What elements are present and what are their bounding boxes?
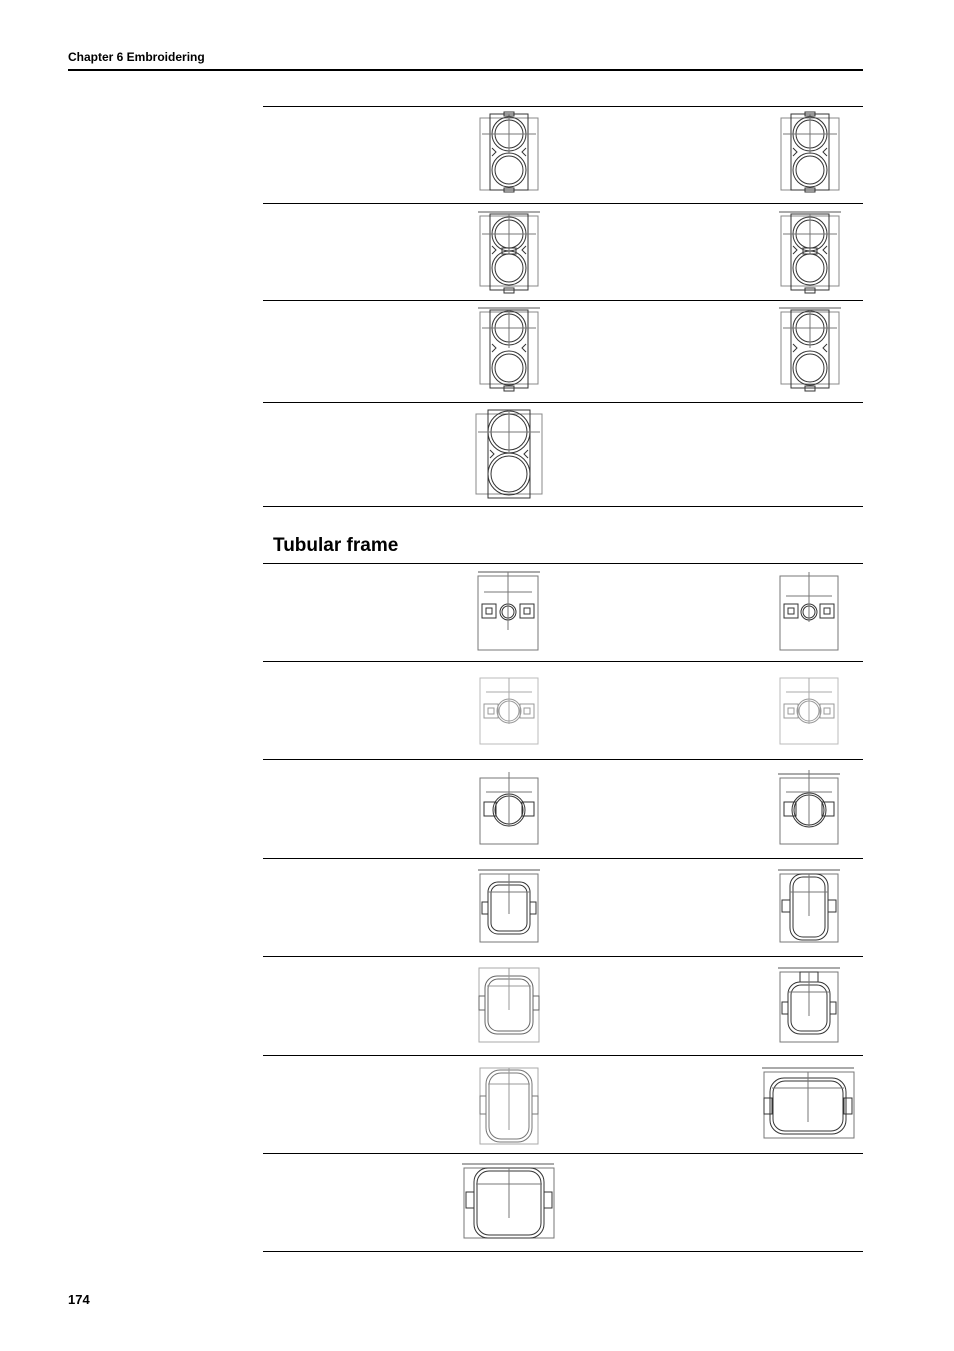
table-rule bbox=[263, 956, 863, 957]
double-round-hoop-drawing bbox=[478, 306, 540, 392]
tubular-frame-round-medium-drawing bbox=[778, 676, 840, 746]
table-rule bbox=[263, 203, 863, 204]
running-header bbox=[68, 50, 863, 71]
section-title: Tubular frame bbox=[273, 535, 399, 556]
table-rule bbox=[263, 759, 863, 760]
tubular-frame-oval-drawing bbox=[778, 868, 840, 944]
tubular-frame-square-small-drawing bbox=[478, 868, 540, 944]
double-round-hoop-drawing bbox=[478, 210, 540, 294]
table-rule bbox=[263, 661, 863, 662]
double-round-large-hoop-drawing bbox=[474, 408, 544, 502]
table-rule bbox=[263, 106, 863, 107]
double-round-hoop-drawing bbox=[779, 306, 841, 392]
table-rule bbox=[263, 1251, 863, 1252]
table-rule bbox=[263, 300, 863, 301]
chapter-title: Chapter 6 Embroidering bbox=[68, 50, 205, 64]
tubular-frame-square-large-drawing bbox=[478, 1066, 540, 1146]
tubular-frame-square-medium-drawing bbox=[778, 966, 840, 1044]
table-rule bbox=[263, 1153, 863, 1154]
tubular-frame-wide-drawing bbox=[760, 1066, 856, 1142]
tubular-frame-extra-large-drawing bbox=[462, 1162, 556, 1242]
table-rule bbox=[263, 1055, 863, 1056]
tubular-frame-round-medium-drawing bbox=[478, 676, 540, 746]
double-round-hoop-drawing bbox=[779, 112, 841, 192]
double-round-hoop-drawing bbox=[779, 210, 841, 294]
tubular-frame-square-medium-drawing bbox=[477, 966, 541, 1044]
table-rule bbox=[263, 402, 863, 403]
table-rule bbox=[263, 858, 863, 859]
tubular-frame-round-large-drawing bbox=[478, 772, 540, 846]
table-rule bbox=[263, 506, 863, 507]
table-rule bbox=[263, 563, 863, 564]
page-number: 174 bbox=[68, 1292, 90, 1307]
tubular-frame-round-large-drawing bbox=[778, 770, 840, 846]
double-round-hoop-drawing bbox=[478, 112, 540, 192]
tubular-frame-round-small-drawing bbox=[778, 570, 840, 652]
tubular-frame-round-small-drawing bbox=[476, 570, 540, 652]
